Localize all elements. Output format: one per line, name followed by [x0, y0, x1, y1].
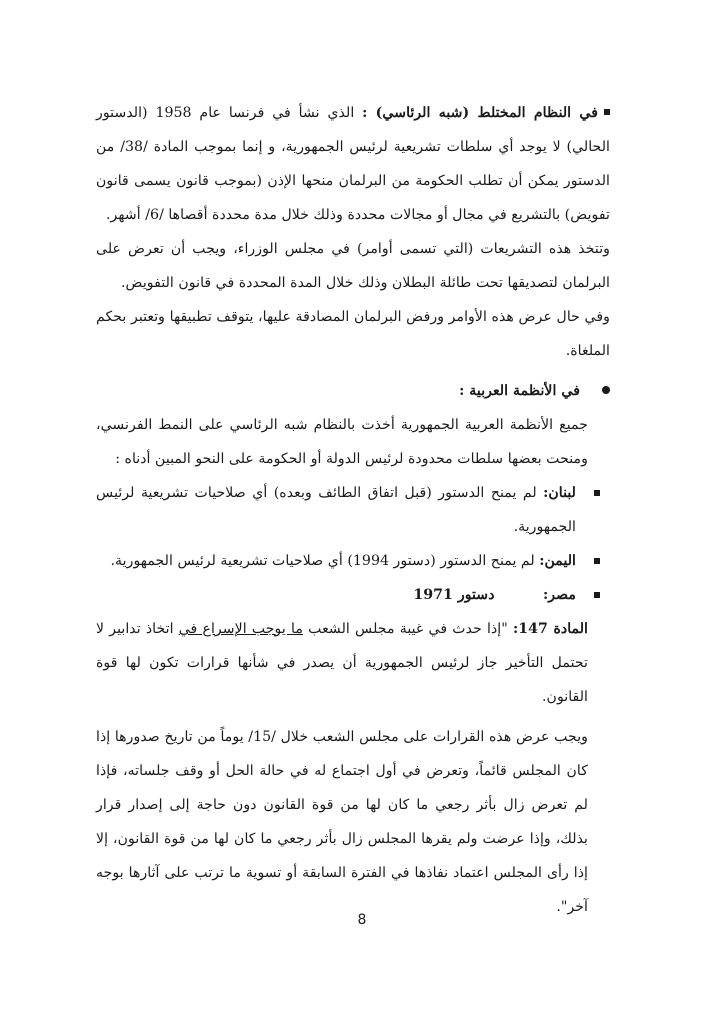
egypt-label: مصر:	[543, 587, 576, 603]
round-bullet-icon	[602, 386, 610, 394]
square-bullet-icon	[594, 558, 600, 564]
arab-systems-heading-line	[96, 374, 610, 408]
page-number: 8	[357, 912, 367, 928]
article-147-rest: اتخاذ تدابير لا تحتمل التأخير جاز لرئيس الجمهورية أن يصدر في شأنها قرارات تكون لها قوة القانون.	[96, 621, 588, 705]
arab-systems-heading: في الأنظمة العربية :	[459, 383, 580, 399]
article-147-second-paragraph: ويجب عرض هذه القرارات على مجلس الشعب خلال /15/ يوماً من تاريخ صدورها إذا كان المجلس قائماً، وتعرض في أول اجتماع له في حالة الحل أو وقف جلساته، فإذا لم تعرض زال بأثر رجعي ما كان لها من قوة القانون دون حاجة إلى إصدار قرار بذلك، وإذا عرضت ولم يقرها المجلس زال بأثر رجعي ما كان لها من قوة القانون، إلا إذا رأى المجلس اعتماد نفاذها في الفترة السابقة أو تسوية ما ترتب على آثارها بوجه آخر".	[96, 729, 588, 915]
square-bullet-icon	[604, 109, 610, 115]
mixed-system-paragraph	[96, 96, 610, 232]
mixed-system-body: الذي نشأ في فرنسا عام 1958 (الدستور الحالي) لا يوجد أي سلطات تشريعية لرئيس الجمهورية، و إنما بموجب المادة /38/ من الدستور يمكن أن تطلب الحكومة من البرلمان منحها الإذن (بموجب قانون يسمى قانون تفويض) بالتشريع في مجال أو مجالات محددة وذلك خلال مدة محددة أقصاها /6/ أشهر.	[96, 105, 610, 223]
lebanon-label: لبنان:	[543, 485, 577, 501]
mixed-system-heading: في النظام المختلط (شبه الرئاسي) :	[362, 105, 599, 121]
lebanon-text: لم يمنح الدستور (قبل اتفاق الطائف وبعده) أي صلاحيات تشريعية لرئيس الجمهورية.	[96, 485, 576, 535]
arab-systems-intro: جميع الأنظمة العربية الجمهورية أخذت بالنظام شبه الرئاسي على النمط الفرنسي، ومنحت بعضها سلطات محدودة لرئيس الدولة أو الحكومة على النحو المبين أدناه :	[96, 417, 588, 467]
article-147-label: المادة 147:	[512, 621, 588, 637]
rejection-paragraph: وفي حال عرض هذه الأوامر ورفض البرلمان المصادقة عليها، يتوقف تطبيقها وتعتبر بحكم الملغاة.	[96, 309, 610, 359]
yemen-item	[96, 544, 610, 578]
lebanon-item	[96, 476, 610, 544]
egypt-constitution: دستور 1971	[413, 587, 495, 603]
yemen-text: لم يمنح الدستور (دستور 1994) أي صلاحيات تشريعية لرئيس الجمهورية.	[110, 553, 535, 569]
egypt-item	[96, 578, 610, 612]
square-bullet-icon	[594, 592, 600, 598]
ordinances-paragraph: وتتخذ هذه التشريعات (التي تسمى أوامر) في مجلس الوزراء، ويجب أن تعرض على البرلمان لتصديقها تحت طائلة البطلان وذلك خلال المدة المحددة في قانون التفويض.	[96, 241, 610, 291]
article-147-paragraph	[96, 612, 610, 714]
article-147-underlined: ما يوجب الإسراع في	[178, 621, 303, 637]
article-147-opening: "إذا حدث في غيبة مجلس الشعب	[308, 621, 508, 637]
square-bullet-icon	[594, 490, 600, 496]
page-body	[96, 96, 610, 924]
yemen-label: اليمن:	[539, 553, 576, 569]
